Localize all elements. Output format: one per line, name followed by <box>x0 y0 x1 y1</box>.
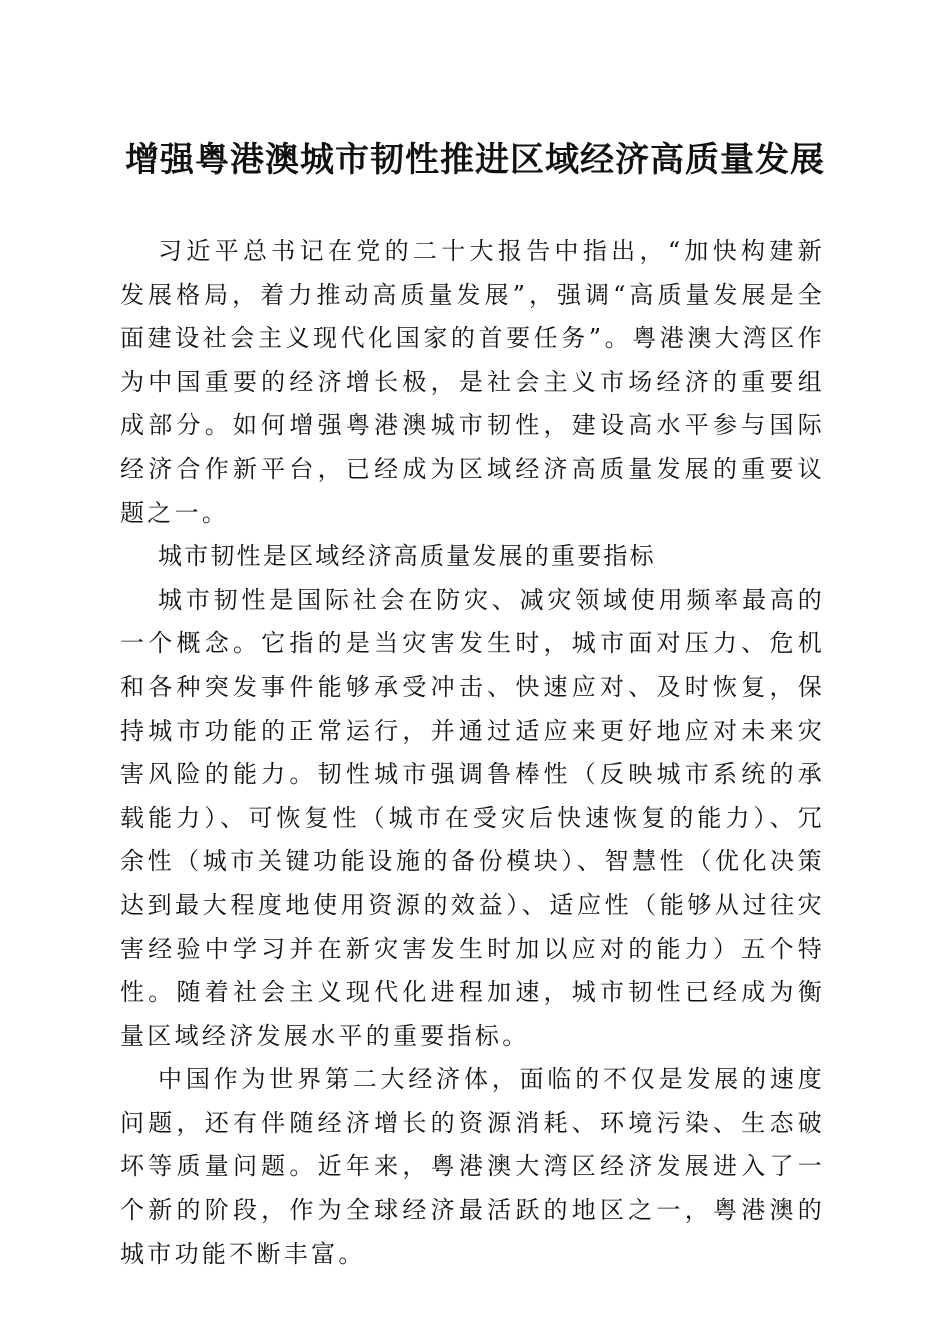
paragraph-intro: 习近平总书记在党的二十大报告中指出，“加快构建新发展格局，着力推动高质量发展”，强调“高质量发展是全面建设社会主义现代化国家的首要任务”。粤港澳大湾区作为中国重要的经济增长极，是社会主义市场经济的重要组成部分。如何增强粤港澳城市韧性，建设高水平参与国际经济合作新平台，已经成为区域经济高质量发展的重要议题之一。 <box>120 237 825 527</box>
paragraph-resilience-definition: 城市韧性是国际社会在防灾、减灾领域使用频率最高的一个概念。它指的是当灾害发生时，城市面对压力、危机和各种突发事件能够承受冲击、快速应对、及时恢复，保持城市功能的正常运行，并通过适应来更好地应对未来灾害风险的能力。韧性城市强调鲁棒性（反映城市系统的承载能力）、可恢复性（城市在受灾后快速恢复的能力）、冗余性（城市关键功能设施的备份模块）、智慧性（优化决策达到最大程度地使用资源的效益）、适应性（能够从过往灾害经验中学习并在新灾害发生时加以应对的能力）五个特性。随着社会主义现代化进程加速，城市韧性已经成为衡量区域经济发展水平的重要指标。 <box>120 585 825 1050</box>
section-heading: 城市韧性是区域经济高质量发展的重要指标 <box>158 542 656 571</box>
paragraph-china-economy: 中国作为世界第二大经济体，面临的不仅是发展的速度问题，还有伴随经济增长的资源消耗、环境污染、生态破坏等质量问题。近年来，粤港澳大湾区经济发展进入了一个新的阶段，作为全球经济最活跃的地区之一，粤港澳的城市功能不断丰富。 <box>120 1065 825 1268</box>
document-title: 增强粤港澳城市韧性推进区域经济高质量发展 <box>125 140 825 180</box>
document-body <box>120 230 825 1276</box>
